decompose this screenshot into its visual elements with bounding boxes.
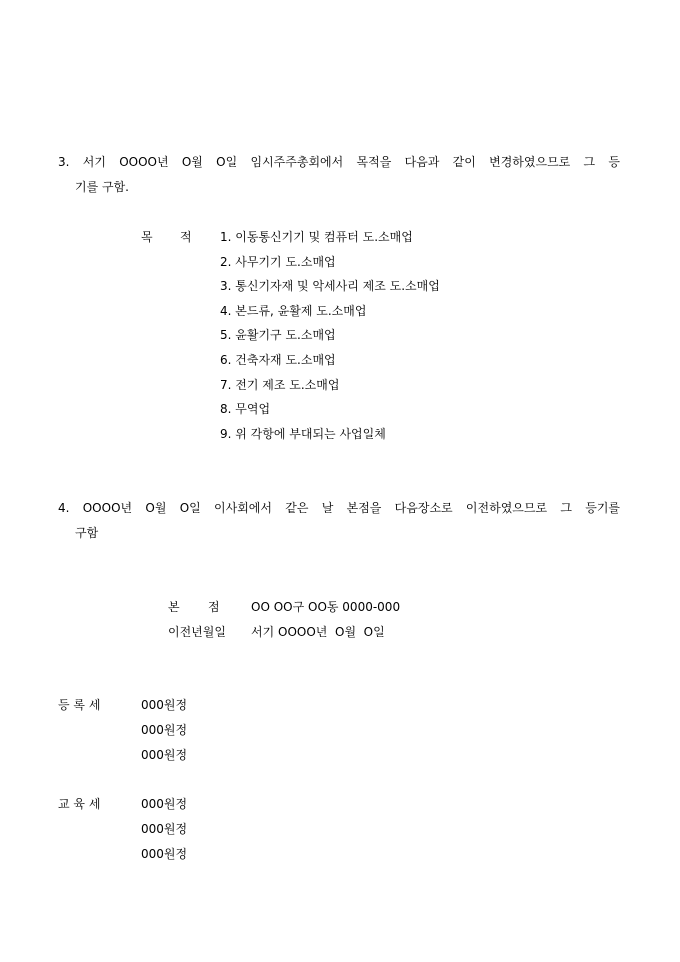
purpose-item: 8. 무역업 — [220, 402, 271, 417]
section4-heading-line1: 4. OOOO년 O월 O일 이사회에서 같은 날 본점을 다음장소로 이전하였으므로 그 등기를 — [58, 501, 620, 515]
hq-label-char1: 본 — [168, 600, 180, 614]
hq-label-char2: 점 — [208, 600, 220, 614]
purpose-label-char2: 적 — [180, 230, 192, 244]
purpose-item: 6. 건축자재 도.소매업 — [220, 352, 336, 367]
amount-item: 000원정 — [141, 722, 188, 737]
amount-item: 000원정 — [141, 747, 188, 762]
move-date-value: 서기 OOOO년 O월 O일 — [251, 625, 385, 639]
purpose-item: 3. 통신기자재 및 악세사리 제조 도.소매업 — [220, 279, 440, 294]
registration-tax-amounts — [141, 697, 187, 771]
purpose-item: 2. 사무기기 도.소매업 — [220, 254, 336, 269]
purpose-item: 4. 본드류, 윤활제 도.소매업 — [220, 303, 367, 318]
section3-heading-line2: 기를 구함. — [75, 180, 129, 194]
purpose-list — [220, 229, 440, 450]
move-date-label: 이전년월일 — [168, 625, 226, 639]
amount-item: 000원정 — [141, 698, 188, 712]
purpose-label-char1: 목 — [141, 230, 153, 244]
amount-item: 000원정 — [141, 846, 188, 861]
education-tax-label: 교 육 세 — [58, 797, 101, 811]
amount-item: 000원정 — [141, 821, 188, 836]
purpose-item: 7. 전기 제조 도.소매업 — [220, 377, 340, 392]
purpose-item: 9. 위 각항에 부대되는 사업일체 — [220, 426, 386, 441]
amount-item: 000원정 — [141, 797, 188, 811]
hq-address-value: OO OO구 OO동 0000-000 — [251, 600, 401, 614]
purpose-item: 5. 윤활기구 도.소매업 — [220, 328, 336, 343]
registration-tax-label: 등 록 세 — [58, 698, 101, 712]
education-tax-amounts — [141, 796, 187, 870]
purpose-item: 1. 이동통신기기 및 컴퓨터 도.소매업 — [220, 230, 413, 244]
section3-heading-line1: 3. 서기 OOOO년 O월 O일 임시주주총회에서 목적을 다음과 같이 변경하였으므로 그 등 — [58, 155, 620, 169]
section4-heading-line2: 구함 — [75, 526, 99, 540]
